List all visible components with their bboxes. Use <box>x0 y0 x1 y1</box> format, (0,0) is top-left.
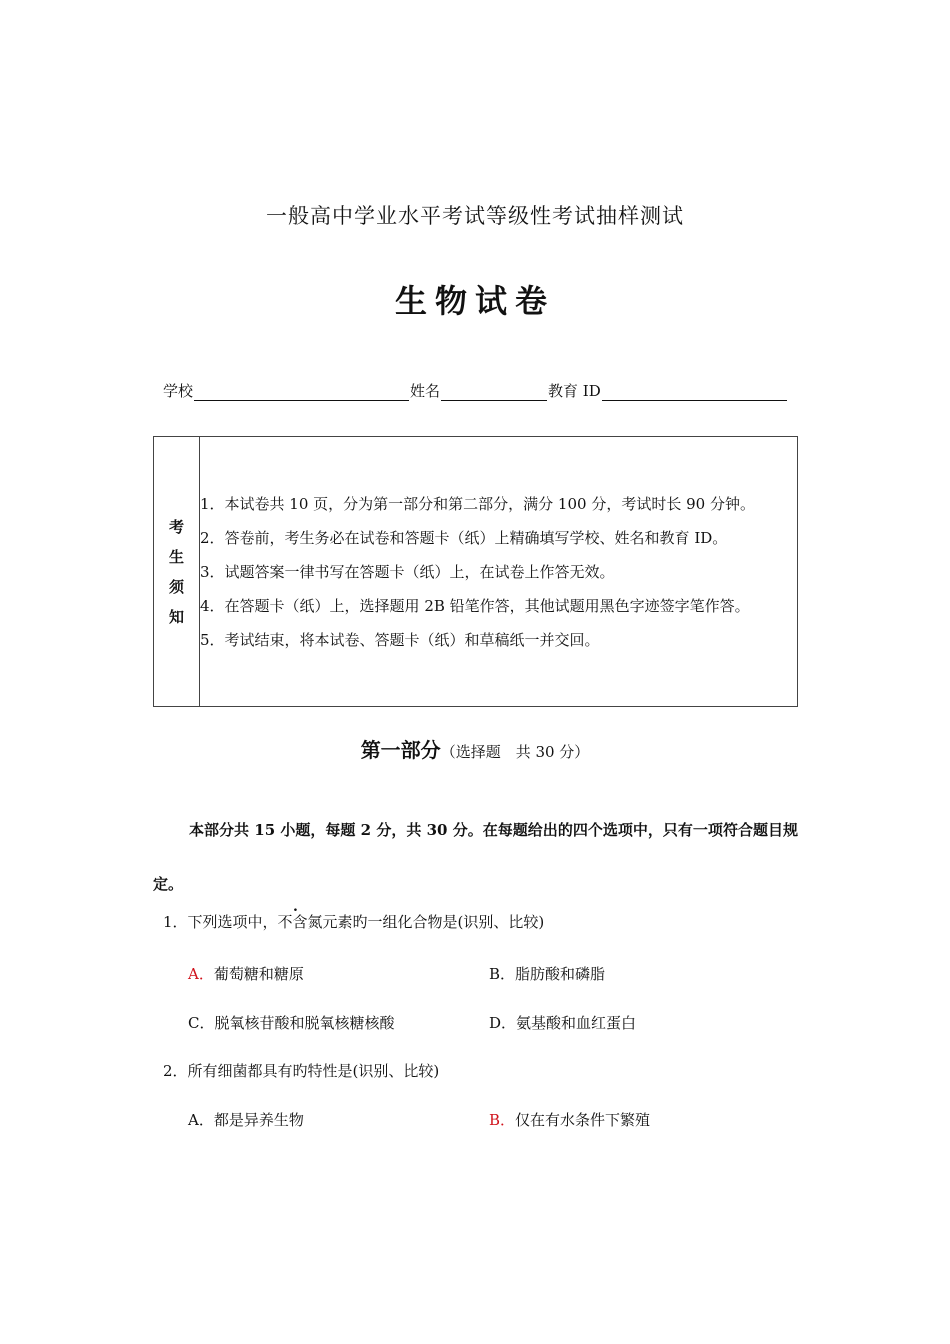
exam-subtitle: 一般高中学业水平考试等级性考试抽样测试 <box>266 204 684 228</box>
q2-option-b-text: 仅在有水条件下繁殖 <box>515 1111 651 1129</box>
q1-option-d-letter: D． <box>489 1014 517 1032</box>
notice-rule: 2．答卷前，考生务必在试卷和答题卡（纸）上精确填写学校、姓名和教育 ID。 <box>200 528 728 547</box>
q1-option-d-text: 氨基酸和血红蛋白 <box>516 1014 637 1032</box>
question-1-stem: 1．下列选项中，不含氮元素旳一组化合物是(识别、比较) <box>163 913 545 931</box>
student-info-line <box>163 380 788 401</box>
q2-option-a-text: 都是异养生物 <box>213 1111 304 1129</box>
name-label: 姓名 <box>410 382 441 400</box>
q2-option-b[interactable] <box>489 1109 650 1130</box>
section-note: （选择题 共 30 分） <box>440 743 590 761</box>
q1-option-b[interactable] <box>489 963 605 984</box>
q1-option-a-letter: A． <box>188 965 214 983</box>
notice-rule: 1．本试卷共 10 页，分为第一部分和第二部分，满分 100 分，考试时长 90 分钟。 <box>200 494 755 513</box>
id-label: 教育 ID <box>548 382 601 400</box>
section-title: 第一部分 <box>360 738 441 762</box>
q2-option-a-letter: A． <box>188 1111 214 1129</box>
id-blank[interactable] <box>602 384 787 401</box>
q1-option-a[interactable] <box>188 963 304 984</box>
notice-rule: 5．考试结束，将本试卷、答题卡（纸）和草稿纸一并交回。 <box>200 630 600 649</box>
q2-option-b-letter: B． <box>489 1111 516 1129</box>
notice-rule: 3．试题答案一律书写在答题卡（纸）上，在试卷上作答无效。 <box>200 562 615 581</box>
q1-option-c-letter: C． <box>188 1014 215 1032</box>
notice-table <box>153 436 798 707</box>
notice-rules <box>200 437 798 707</box>
section-intro: 本部分共 15 小题，每题 2 分，共 30 分。在每题给出的四个选项中，只有一项符合题目规定。 <box>153 821 798 893</box>
school-label: 学校 <box>163 382 194 400</box>
exam-title: 生物试卷 <box>394 282 555 320</box>
notice-rule: 4．在答题卡（纸）上，选择题用 2B 铅笔作答，其他试题用黑色字迹签字笔作答。 <box>200 596 750 615</box>
emphasis-dot: . <box>293 899 298 915</box>
notice-label: 考 生 须 知 <box>154 437 200 707</box>
q1-option-a-text: 葡萄糖和糖原 <box>213 965 304 983</box>
section-heading <box>0 734 950 763</box>
q1-option-c[interactable] <box>188 1012 395 1033</box>
q1-option-b-letter: B． <box>489 965 516 983</box>
question-2-stem: 2．所有细菌都具有旳特性是(识别、比较) <box>163 1062 440 1080</box>
school-blank[interactable] <box>194 384 409 401</box>
q1-option-d[interactable] <box>489 1012 636 1033</box>
q1-option-c-text: 脱氧核苷酸和脱氧核糖核酸 <box>214 1014 395 1032</box>
name-blank[interactable] <box>441 384 547 401</box>
q1-option-b-text: 脂肪酸和磷脂 <box>515 965 606 983</box>
q2-option-a[interactable] <box>188 1109 304 1130</box>
